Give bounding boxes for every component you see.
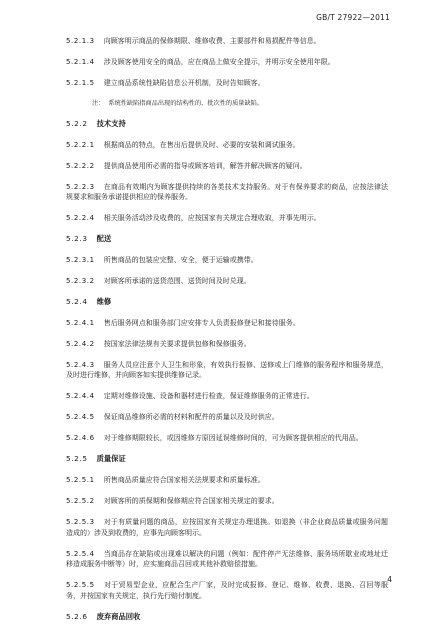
clause-number: 5.2.4.1 (66, 319, 95, 327)
clause-5-2-4-4 (66, 391, 388, 401)
clause-number: 5.2.4.2 (66, 340, 95, 348)
clause-number: 5.2.5.4 (66, 549, 95, 558)
clause-text: 对顾客所承诺的送货范围、送货时间及时兑现。 (103, 277, 251, 285)
clause-number: 5.2.2.4 (66, 214, 95, 222)
clause-5-2-5-4 (66, 549, 388, 570)
clause-number: 5.2.4.5 (66, 413, 95, 422)
clause-5-2-2-4 (66, 213, 388, 223)
clause-number: 5.2.1.4 (66, 58, 95, 66)
section-title: 技术支持 (96, 118, 126, 128)
clause-5-2-2-1 (66, 140, 388, 150)
clause-text: 所售商品的包装应完整、安全，便于运输或携带。 (103, 256, 258, 264)
note-text: 系统性缺陷指商品出现的结构性的、批次性的质量缺陷。 (108, 100, 264, 107)
clause-number: 5.2.5.2 (66, 497, 95, 506)
clause-text: 提供商品使用所必需的指导或顾客培训，解答并解决顾客的疑问。 (103, 161, 307, 170)
section-number: 5.2.6 (66, 611, 88, 621)
clause-text: 涉及顾客使用安全的商品，应在商品上做安全提示，并明示安全使用年限。 (103, 58, 335, 66)
clause-5-2-4-5 (66, 412, 388, 422)
clause-5-2-4-1 (66, 318, 388, 328)
clause-text: 当商品存在缺陷或出现难以解决的问题（例如：配件停产无法维修、服务场所歇业或地址迁移造成服务中断等）时，应实施商品召回或其他补救赔偿措施。 (66, 549, 388, 569)
note-label: 注： (92, 100, 105, 107)
clause-text: 定期对维修设施、设备和器材进行检查，保证维修服务的正常进行。 (103, 392, 314, 401)
section-number: 5.2.3 (66, 234, 88, 243)
clause-text: 在商品有效期内为顾客提供持续的各类技术支持服务。对于有保养要求的商品，应按法律法规要求和服务承诺提供相应的保养服务。 (66, 182, 388, 201)
clause-number: 5.2.4.6 (66, 434, 95, 443)
clause-5-2-4-6 (66, 433, 388, 443)
clause-number: 5.2.1.5 (66, 79, 95, 87)
clause-5-2-4-3 (66, 360, 388, 381)
clause-5-2-3-1 (66, 255, 388, 265)
section-heading-5-2-4 (66, 297, 388, 307)
clause-number: 5.2.5.3 (66, 518, 95, 527)
clause-text: 建立商品系统性缺陷信息公开机制，及时告知顾客。 (103, 79, 265, 87)
clause-5-2-2-2 (66, 161, 388, 171)
section-heading-5-2-5 (66, 454, 388, 464)
clause-number: 5.2.5.1 (66, 476, 95, 485)
clause-text: 相关服务活动涉及收费的，应按国家有关规定合理收取，并事先明示。 (103, 214, 321, 222)
clause-5-2-1-5 (66, 78, 388, 88)
clause-text: 服务人员应注意个人卫生和形象，有效执行报修、送修或上门维修的服务程序和服务规范，及时进行维修，并向顾客如实提供维修记录。 (66, 361, 388, 380)
clause-number: 5.2.2.2 (66, 161, 95, 170)
clause-5-2-3-2 (66, 276, 388, 286)
clause-5-2-4-2 (66, 339, 388, 349)
clause-text: 对顾客所的质保期和保修期应符合国家相关规定的要求。 (103, 497, 279, 506)
clause-text: 所售商品质量应符合国家相关法规要求和质量标准。 (103, 476, 265, 485)
section-heading-5-2-3 (66, 234, 388, 244)
clause-5-2-1-4 (66, 57, 388, 67)
section-number: 5.2.5 (66, 454, 88, 464)
clause-text: 保证商品维修所必需的材料和配件的质量以及及时供应。 (103, 413, 279, 422)
clause-5-2-1-3 (66, 36, 388, 46)
clause-5-2-2-3 (66, 182, 388, 203)
clause-5-2-5-3 (66, 517, 388, 538)
clause-number: 5.2.4.3 (66, 361, 95, 369)
clause-text: 根据商品的特点，在售出后提供及时、必要的安装和调试服务。 (103, 140, 300, 149)
clause-text: 对于贸易型企业，应配合生产厂家，及时完成报修、登记、维修、收费、退换、召回等服务，并按国家有关规定，执行先行赔付制度。 (66, 581, 388, 600)
clause-number: 5.2.5.5 (66, 581, 95, 590)
section-title: 质量保证 (96, 454, 126, 464)
section-title: 废弃商品回收 (96, 611, 141, 621)
clause-text: 对于维修期限较长，或因维修方原因延误维修时间的，可为顾客提供相应的代用品。 (103, 434, 363, 443)
clause-5-2-5-2 (66, 496, 388, 506)
clause-number: 5.2.2.1 (66, 140, 95, 149)
clause-text: 按国家法律法规有关要求提供包修和保修服务。 (103, 340, 251, 348)
section-number: 5.2.2 (66, 118, 88, 128)
clause-number: 5.2.1.3 (66, 37, 95, 45)
section-heading-5-2-2 (66, 119, 388, 129)
clause-number: 5.2.4.4 (66, 392, 95, 401)
clause-number: 5.2.2.3 (66, 182, 95, 191)
clause-number: 5.2.3.1 (66, 256, 95, 264)
clause-number: 5.2.3.2 (66, 277, 95, 285)
clause-text: 向顾客明示商品的保修期限、维修收费、主要部件和易损配件等信息。 (103, 37, 321, 45)
page-number: 4 (387, 575, 392, 584)
section-number: 5.2.4 (66, 297, 88, 306)
standard-code: GB/T 27922—2011 (316, 13, 390, 22)
section-title: 维修 (96, 297, 112, 306)
clause-5-2-5-5 (66, 580, 388, 601)
document-body (66, 36, 388, 633)
clause-text: 售后服务网点和服务部门应安排专人负责报修登记和接待服务。 (103, 319, 300, 327)
clause-text: 对于有质量问题的商品，应按国家有关规定办理退换。如退换（非企业商品质量或服务问题造成的）涉及到收费的，应事先向顾客明示。 (66, 518, 388, 537)
note (92, 99, 388, 108)
section-title: 配送 (96, 234, 112, 243)
clause-5-2-5-1 (66, 475, 388, 485)
